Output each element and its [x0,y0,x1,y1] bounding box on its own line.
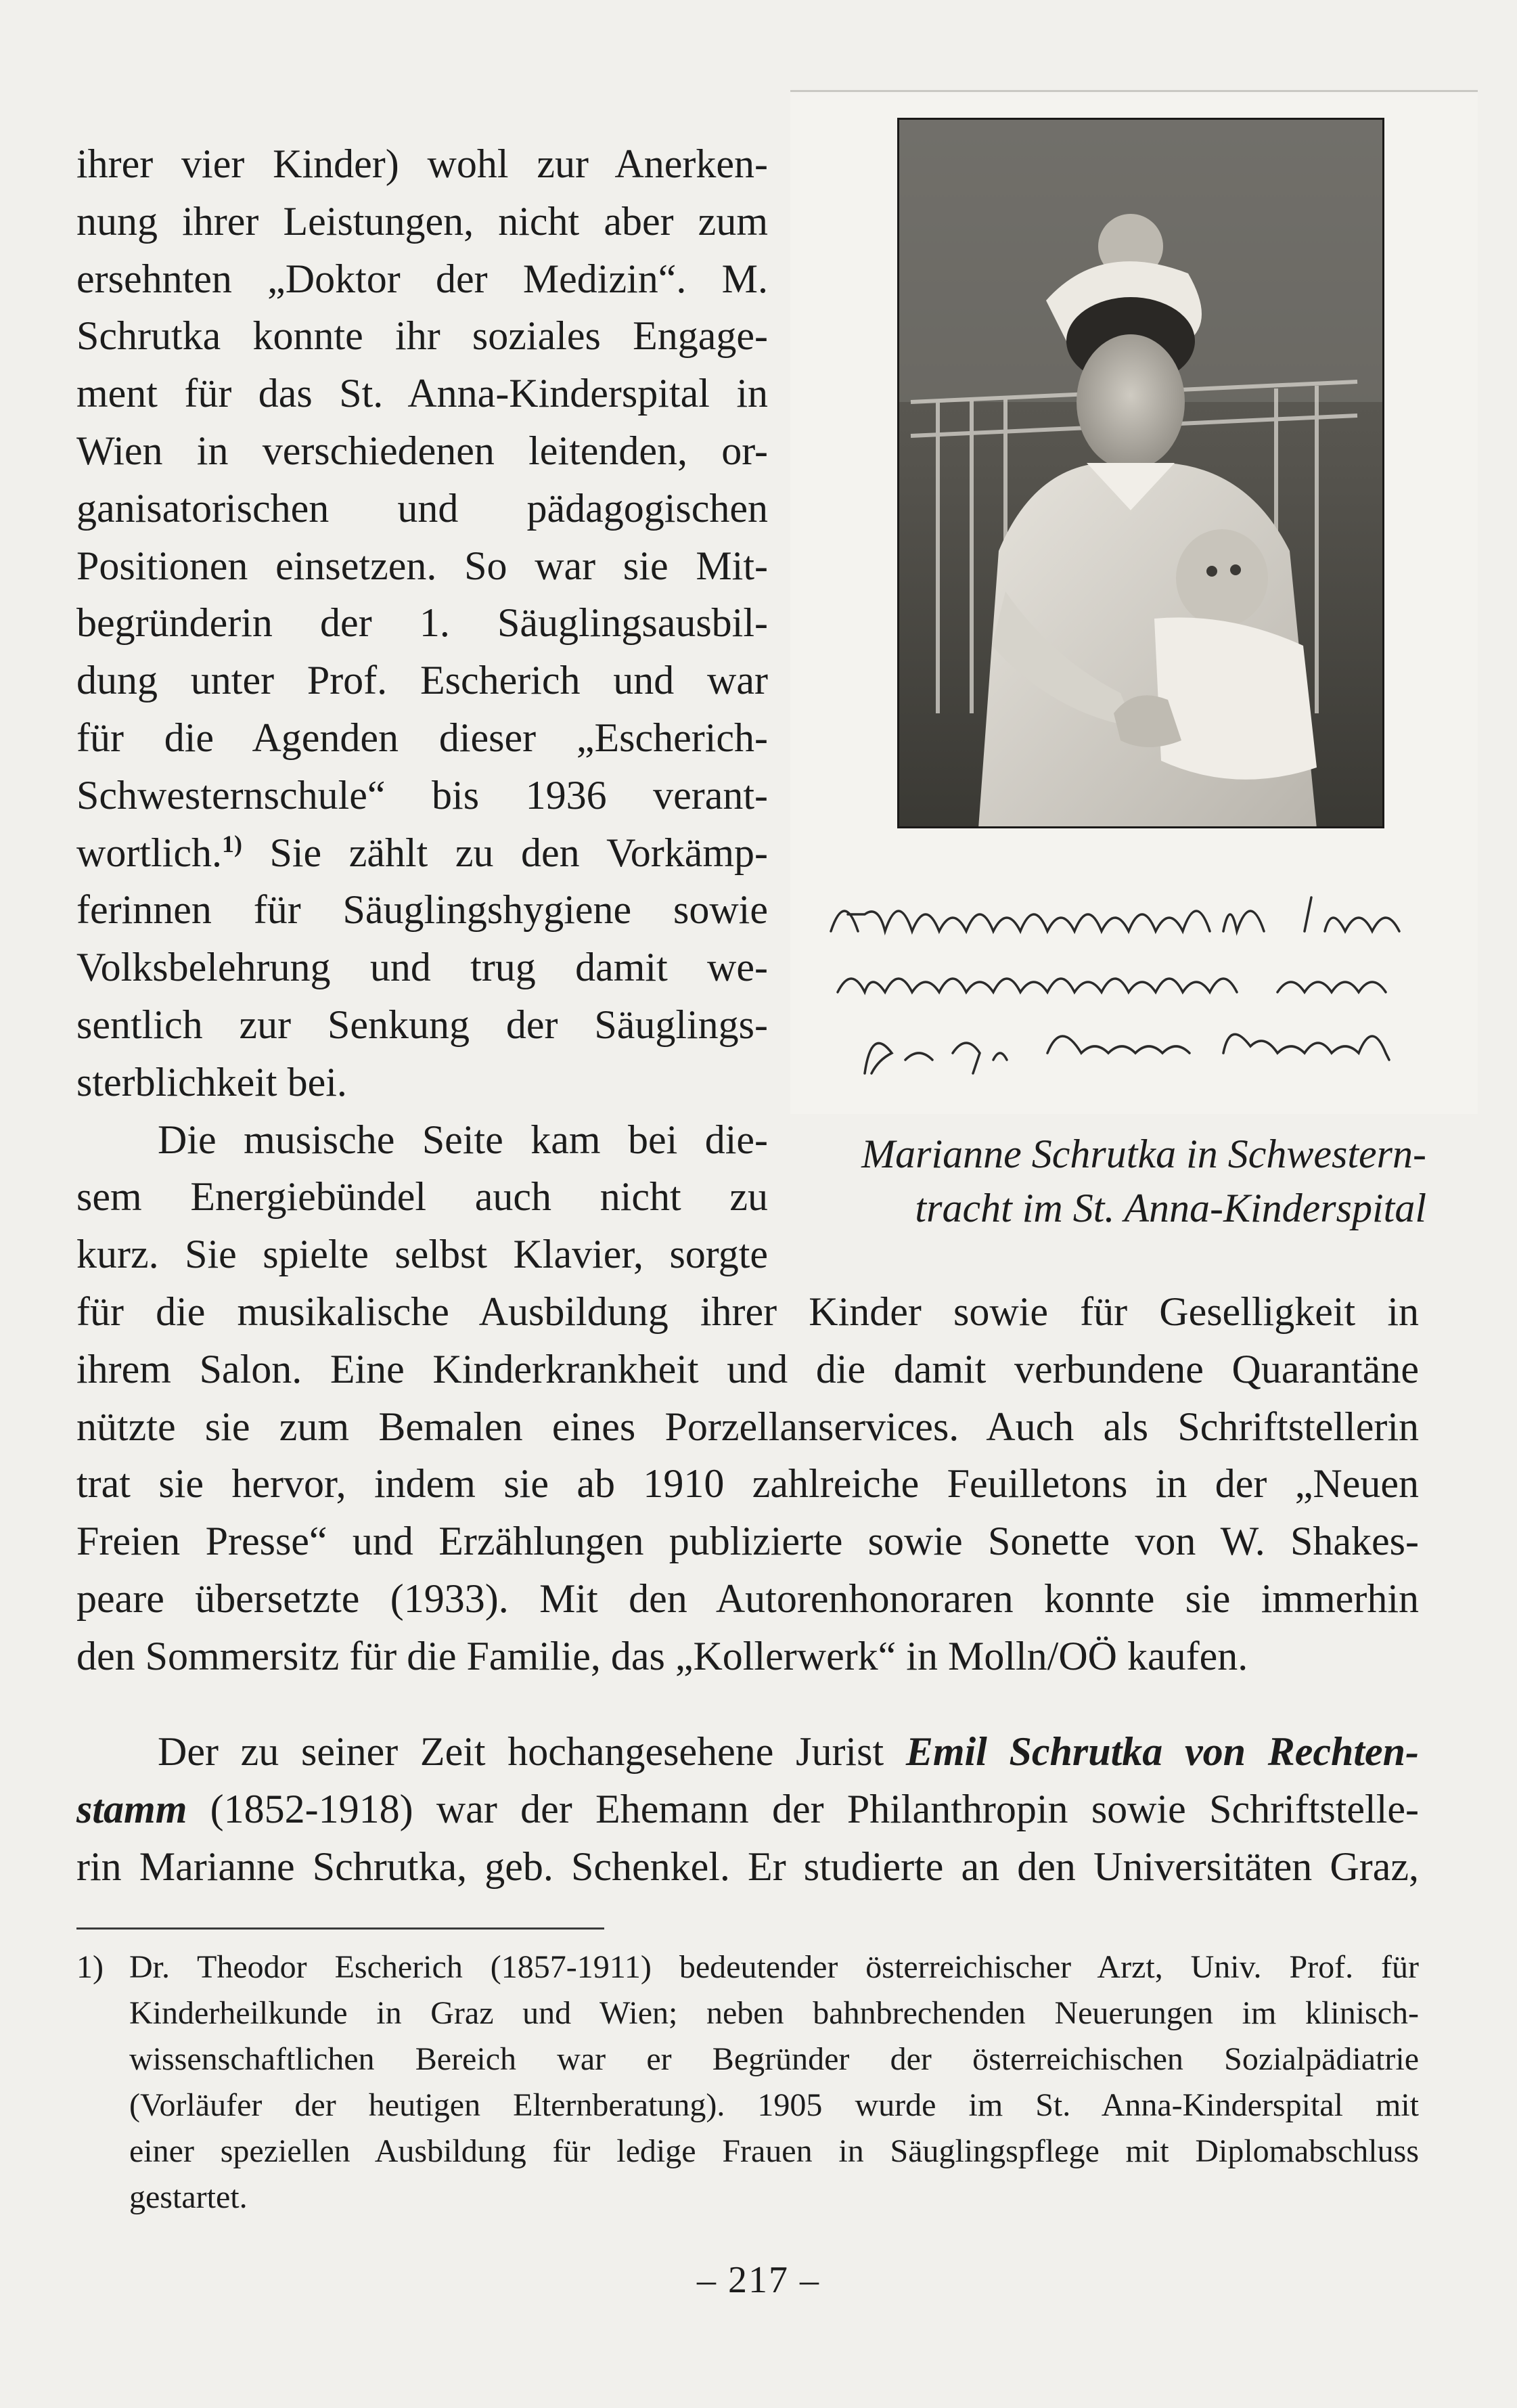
caption-line: Marianne Schrutka in Schwestern- [861,1132,1426,1176]
text-line [76,1781,1419,1838]
text-line: rin Marianne Schrutka, geb. Schenkel. Er studierte an den Universitäten Graz, [76,1844,1419,1889]
historical-photograph [897,118,1384,828]
text-line: ihrer vier Kinder) wohl zur Anerken- [76,141,768,186]
text-line: kurz. Sie spielte selbst Klavier, sorgte [76,1232,768,1277]
footnote-line: Dr. Theodor Escherich (1857-1911) bedeutender österreichischer Arzt, Univ. Prof. für [129,1949,1419,1985]
text-line: peare übersetzte (1933). Mit den Autorenhonoraren konnte sie immerhin [76,1576,1419,1621]
footnote-line: wissenschaftlichen Bereich war er Begründer der österreichischen Sozialpädiatrie [129,2041,1419,2077]
text-line: für die musikalische Ausbildung ihrer Kinder sowie für Geselligkeit in [76,1289,1419,1334]
footnote-divider [76,1927,604,1930]
text-line: ferinnen für Säuglingshygiene sowie [76,887,768,933]
footnote-line: (Vorläufer der heutigen Elternberatung). 1905 wurde im St. Anna-Kinderspital mit [129,2087,1419,2123]
footnote-line: Kinderheilkunde in Graz und Wien; neben bahnbrechenden Neuerungen im klinisch- [129,1995,1419,2031]
text-line: ganisatorischen und pädagogischen [76,485,768,531]
left-column-text [76,135,768,1283]
text-fragment: Der zu seiner Zeit hochangesehene Jurist [158,1729,906,1774]
text-line: Volksbelehrung und trug damit we- [76,945,768,990]
handwritten-inscription [790,850,1478,1094]
figure-caption [790,1127,1426,1235]
text-line: sterblichkeit bei. [76,1059,347,1105]
photo-image [897,118,1384,828]
caption-line: tracht im St. Anna-Kinderspital [915,1186,1426,1230]
photo-figure [790,90,1478,1114]
person-name-emphasis: stamm [76,1786,187,1831]
text-line: nung ihrer Leistungen, nicht aber zum [76,198,768,244]
text-line-with-footnote-ref [76,824,768,882]
text-fragment: (1852-1918) war der Ehemann der Philanthropin sowie Schriftstelle- [187,1786,1419,1831]
person-name-emphasis: Emil Schrutka von Rechten- [905,1729,1419,1774]
text-line: sentlich zur Senkung der Säuglings- [76,1002,768,1047]
text-line: ersehnten „Doktor der Medizin“. M. [76,256,768,301]
text-line: dung unter Prof. Escherich und war [76,658,768,703]
footnote-line: einer speziellen Ausbildung für ledige Frauen in Säuglingspflege mit Diplomabschluss [129,2133,1419,2169]
text-fragment: wortlich. [76,830,222,875]
footnote-line: gestartet. [129,2179,248,2215]
text-line: Positionen einsetzen. So war sie Mit- [76,543,768,588]
text-line: Schwesternschule“ bis 1936 verant- [76,772,768,818]
text-line: sem Energiebündel auch nicht zu [76,1174,768,1220]
text-line [76,1723,1419,1781]
text-line: Freien Presse“ und Erzählungen publizierte sowie Sonette von W. Shakes- [76,1519,1419,1564]
text-line: begründerin der 1. Säuglingsausbil- [76,600,768,646]
footnote-reference[interactable]: 1) [221,830,242,857]
text-line: Wien in verschiedenen leitenden, or- [76,428,768,473]
text-line: trat sie hervor, indem sie ab 1910 zahlreiche Feuilletons in der „Neuen [76,1461,1419,1507]
text-line: nützte sie zum Bemalen eines Porzellanservices. Auch als Schriftstellerin [76,1404,1419,1449]
text-line: ihrem Salon. Eine Kinderkrankheit und die damit verbundene Quarantäne [76,1346,1419,1391]
text-line: den Sommersitz für die Familie, das „Kollerwerk“ in Molln/OÖ kaufen. [76,1633,1248,1678]
full-width-paragraph-2 [76,1723,1419,1895]
page-number: – 217 – [697,2259,820,2301]
footnote-number: 1) [76,1949,104,1985]
footnote-text [129,1944,1419,2221]
text-line: Die musische Seite kam bei die- [158,1117,768,1162]
text-fragment: Sie zählt zu den Vorkämp- [242,830,768,875]
text-line: ment für das St. Anna-Kinderspital in [76,371,768,416]
text-line: Schrutka konnte ihr soziales Engage- [76,313,768,359]
full-width-paragraph-1 [76,1283,1419,1685]
text-line: für die Agenden dieser „Escherich- [76,715,768,760]
